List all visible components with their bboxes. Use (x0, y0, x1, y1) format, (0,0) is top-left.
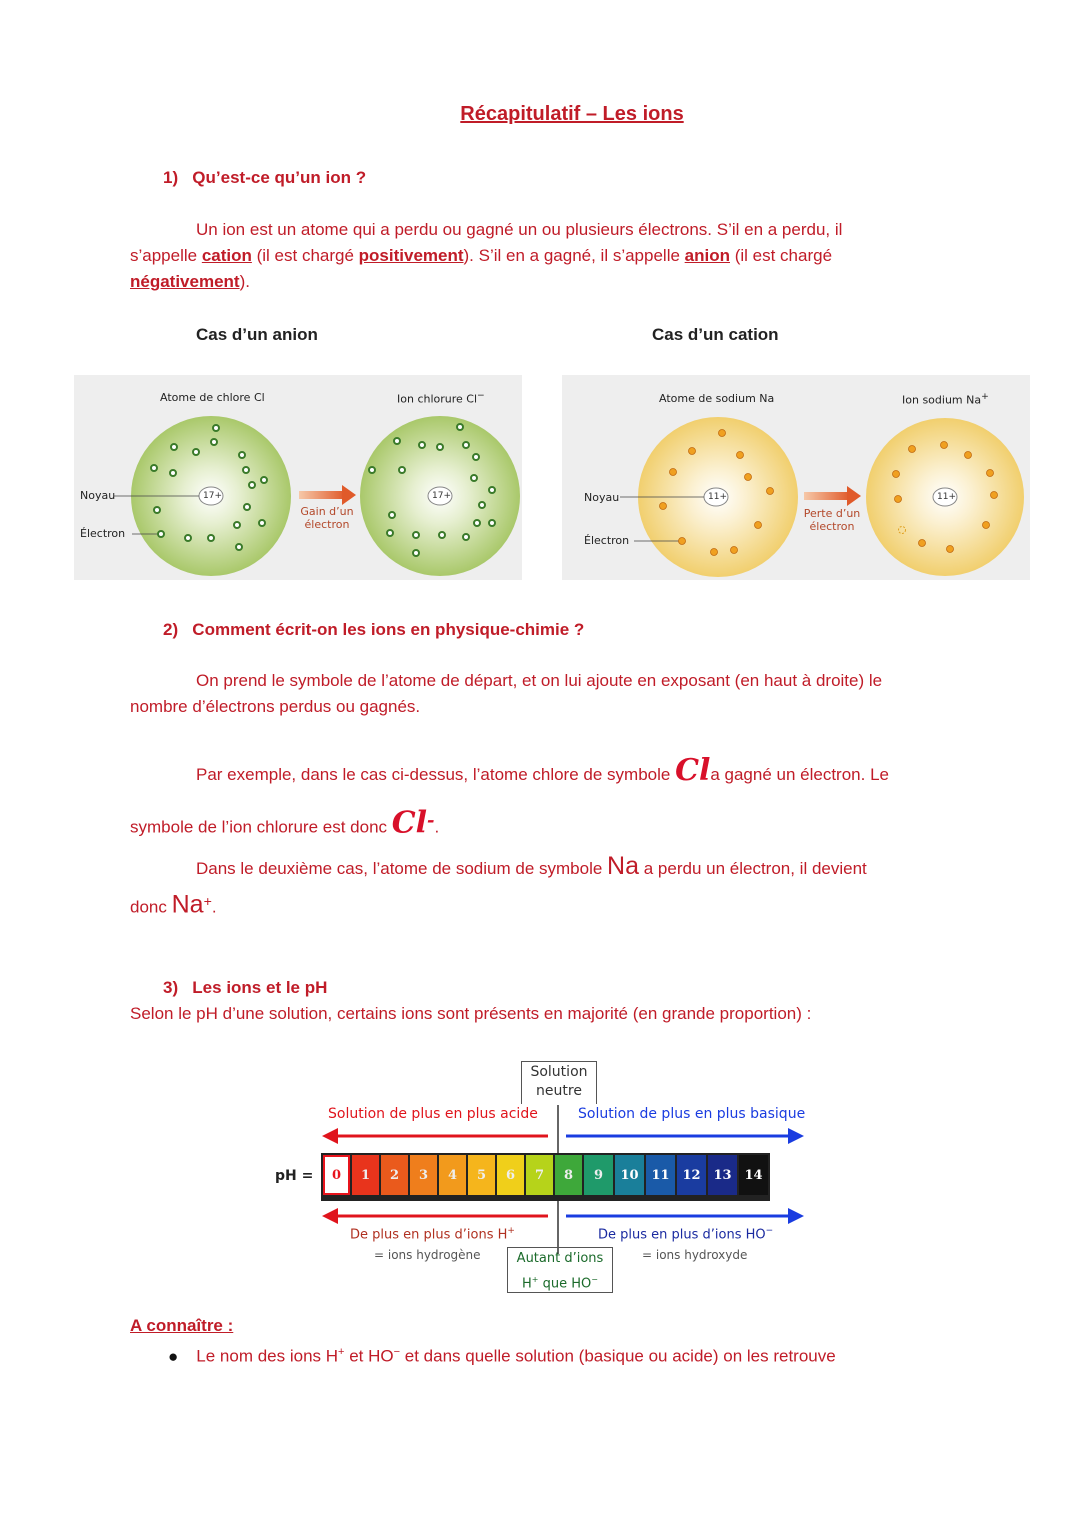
loss-electron-label (800, 507, 864, 533)
section-2-paragraph-line2: nombre d’électrons perdus ou gagnés. (130, 697, 421, 716)
section-3-heading (163, 978, 327, 998)
sodium-ion-label (902, 391, 989, 407)
equal-ions-label-2: H+ que HO− (522, 1275, 598, 1292)
section-1-paragraph-line3 (130, 269, 250, 295)
text: électron (304, 518, 350, 531)
ph-cell-11: 11 (646, 1155, 675, 1195)
chloride-charge: - (427, 810, 435, 831)
text: Par exemple, dans le cas ci-dessus, l’atome chlore de symbole (196, 765, 676, 784)
text: que HO (538, 1276, 592, 1292)
text: a perdu un électron, il devient (639, 859, 867, 878)
ph-cell-12: 12 (677, 1155, 706, 1195)
text: . (211, 897, 217, 917)
example-sodium-ion-line (130, 889, 217, 921)
ph-cell-8: 8 (555, 1155, 582, 1195)
keyword-negativement: négativement (130, 272, 240, 291)
ph-cell-10: 10 (615, 1155, 644, 1195)
bullet-dot: ● (168, 1346, 179, 1366)
text: (il est chargé (730, 246, 833, 265)
section-1-paragraph-line1: Un ion est un atome qui a perdu ou gagné un ou plusieurs électrons. S’il en a perdu, il (196, 220, 843, 239)
section-3-paragraph: Selon le pH d’une solution, certains ions sont présents en majorité (en grande proportion) : (130, 1004, 812, 1023)
text: a gagné un électron. Le (710, 765, 889, 784)
electron-label: Électron (584, 534, 630, 547)
ph-cell-6: 6 (497, 1155, 524, 1195)
text: ). (239, 272, 250, 291)
chlorine-symbol: Cl (675, 753, 711, 788)
text: électron (809, 520, 855, 533)
ph-cell-14: 14 (739, 1155, 768, 1195)
text: (il est chargé (251, 246, 359, 265)
section-1-title: Qu’est-ce qu’un ion ? (192, 168, 367, 187)
keyword-anion: anion (684, 246, 730, 265)
text: De plus en plus d’ions H (350, 1227, 508, 1243)
nucleus-charge: 11+ (708, 492, 727, 502)
know-bullet: ● Le nom des ions H+ et HO− et dans quelle solution (basique ou acide) on les retrouve (168, 1346, 836, 1366)
ph-cell-13: 13 (708, 1155, 737, 1195)
text: s’appelle (130, 246, 202, 265)
ph-color-bar (321, 1153, 770, 1201)
section-1-number: 1) (163, 168, 179, 187)
neutral-label-1: Solution (530, 1064, 588, 1080)
case-anion-heading: Cas d’un anion (196, 325, 318, 344)
nucleus-charge: 11+ (937, 492, 956, 502)
text: donc (130, 897, 172, 917)
text: et dans quelle solution (basique ou acide) on les retrouve (400, 1346, 836, 1366)
sodium-symbol: Na (607, 852, 640, 880)
text: Ion sodium Na (902, 393, 982, 407)
example-chlorine-line (196, 753, 889, 788)
gain-electron-label (296, 505, 358, 531)
section-2-number: 2) (163, 620, 179, 639)
example-chloride-line (130, 805, 440, 841)
charge: + (981, 391, 989, 402)
page-title: Récapitulatif – Les ions (460, 103, 684, 125)
section-3-number: 3) (163, 978, 179, 997)
ho-ions-label: De plus en plus d’ions HO− (598, 1226, 774, 1243)
section-2-title: Comment écrit-on les ions en physique-chimie ? (192, 620, 585, 639)
text: De plus en plus d’ions HO (598, 1227, 766, 1243)
chlorine-atom-label: Atome de chlore Cl (160, 391, 265, 404)
case-cation-heading: Cas d’un cation (652, 325, 779, 344)
nucleus-charge: 17+ (432, 491, 451, 501)
section-1-heading (163, 168, 366, 188)
text: H (522, 1276, 532, 1292)
neutral-label-2: neutre (536, 1083, 582, 1099)
equal-ions-box (507, 1247, 613, 1293)
text: Dans le deuxième cas, l’atome de sodium de symbole (196, 859, 608, 878)
text: ). S’il en a gagné, il s’appelle (463, 246, 685, 265)
chloride-symbol: Cl (391, 805, 428, 841)
text: . (434, 817, 440, 837)
electron-label: Électron (80, 527, 126, 540)
section-3-title: Les ions et le pH (192, 978, 328, 997)
nucleus-label: Noyau (80, 489, 116, 502)
ph-cell-9: 9 (584, 1155, 613, 1195)
ph-label: pH = (275, 1168, 314, 1184)
base-direction-label: Solution de plus en plus basique (578, 1106, 806, 1122)
keyword-cation: cation (201, 246, 252, 265)
text: Perte d’un (803, 507, 861, 520)
section-1-paragraph-line2 (130, 243, 832, 269)
charge: − (477, 390, 485, 401)
sodium-ion-symbol: Na (171, 890, 204, 919)
cation-diagram (562, 375, 1030, 580)
equal-ions-label-1: Autant d’ions (516, 1251, 604, 1266)
ph-cell-4: 4 (439, 1155, 466, 1195)
text: Ion chlorure Cl (397, 392, 478, 406)
ph-cell-1: 1 (352, 1155, 379, 1195)
acid-direction-label: Solution de plus en plus acide (328, 1106, 538, 1122)
anion-diagram (74, 375, 522, 580)
chloride-ion-label (397, 390, 485, 406)
ph-cell-5: 5 (468, 1155, 495, 1195)
keyword-positivement: positivement (358, 246, 464, 265)
text: symbole de l’ion chlorure est donc (130, 817, 392, 837)
section-2-paragraph-line1: On prend le symbole de l’atome de départ, et on lui ajoute en exposant (en haut à droite) le (196, 671, 883, 690)
ph-cell-3: 3 (410, 1155, 437, 1195)
nucleus-charge: 17+ (203, 491, 222, 501)
text: Le nom des ions H (196, 1346, 339, 1366)
section-2-heading (163, 620, 584, 640)
sodium-atom-label: Atome de sodium Na (659, 392, 775, 405)
text: et HO (344, 1346, 394, 1366)
h-ions-name: = ions hydrogène (374, 1248, 481, 1262)
sodium-ion-charge: + (203, 894, 212, 910)
ph-cell-7: 7 (526, 1155, 553, 1195)
ho-ions-name: = ions hydroxyde (642, 1248, 748, 1262)
know-heading: A connaître : (130, 1316, 234, 1335)
nucleus-label: Noyau (584, 491, 620, 504)
ph-cell-0: 0 (323, 1155, 350, 1195)
h-ions-label: De plus en plus d’ions H+ (350, 1226, 515, 1243)
ph-scale-diagram (270, 1058, 830, 1298)
example-sodium-line (196, 853, 867, 882)
ph-cell-2: 2 (381, 1155, 408, 1195)
text: Gain d’un (300, 505, 354, 518)
anion-diagram-drawing (74, 375, 522, 580)
